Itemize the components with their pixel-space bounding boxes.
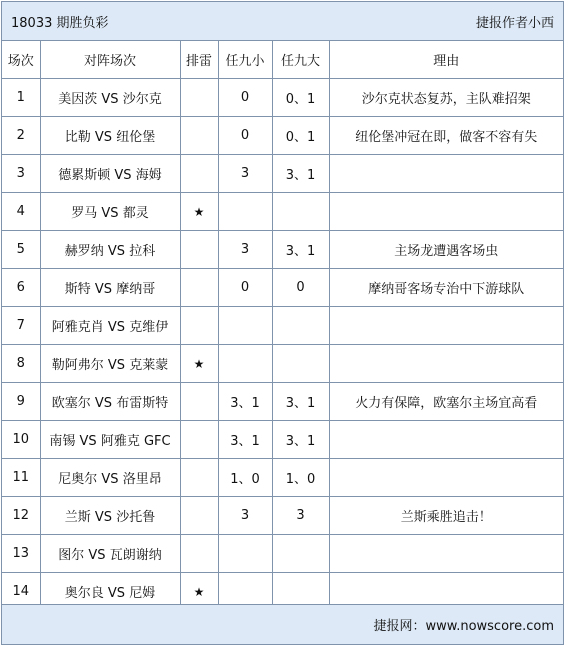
- match-teams: 图尔 VS 瓦朗谢纳: [40, 535, 180, 573]
- mine-marker: [180, 79, 218, 117]
- r9-small-pick: [218, 535, 272, 573]
- match-teams: 兰斯 VS 沙托鲁: [40, 497, 180, 535]
- match-number: 11: [2, 459, 40, 497]
- reason-text: [329, 459, 563, 497]
- mine-marker: [180, 421, 218, 459]
- table-row: [2, 535, 563, 573]
- reason-text: [329, 307, 563, 345]
- r9-small-pick: 0: [218, 269, 272, 307]
- mine-marker: ★: [180, 193, 218, 231]
- mine-marker: [180, 307, 218, 345]
- match-teams: 阿雅克肖 VS 克维伊: [40, 307, 180, 345]
- r9-small-pick: 0: [218, 117, 272, 155]
- table-row: [2, 307, 563, 345]
- r9-large-pick: [272, 345, 329, 383]
- r9-large-pick: 0: [272, 269, 329, 307]
- source-label: 捷报网：www.nowscore.com: [373, 619, 554, 634]
- reason-text: [329, 193, 563, 231]
- table-row: [2, 79, 563, 117]
- match-teams: 勒阿弗尔 VS 克莱蒙: [40, 345, 180, 383]
- r9-small-pick: [218, 345, 272, 383]
- table-row: [2, 383, 563, 421]
- mine-marker: [180, 269, 218, 307]
- match-teams: 尼奥尔 VS 洛里昂: [40, 459, 180, 497]
- prediction-table: [2, 41, 563, 611]
- mine-marker: [180, 155, 218, 193]
- mine-marker: ★: [180, 345, 218, 383]
- match-teams: 德累斯顿 VS 海姆: [40, 155, 180, 193]
- match-number: 8: [2, 345, 40, 383]
- reason-text: 主场龙遭遇客场虫: [329, 231, 563, 269]
- r9-large-pick: 1、0: [272, 459, 329, 497]
- r9-large-pick: 0、1: [272, 79, 329, 117]
- table-row: [2, 155, 563, 193]
- r9-small-pick: 3: [218, 155, 272, 193]
- r9-small-pick: 3: [218, 497, 272, 535]
- col-header-mine: 排雷: [180, 41, 218, 79]
- r9-small-pick: 0: [218, 79, 272, 117]
- reason-text: 摩纳哥客场专治中下游球队: [329, 269, 563, 307]
- author-label: 捷报作者小西: [475, 15, 554, 31]
- match-teams: 美因茨 VS 沙尔克: [40, 79, 180, 117]
- r9-small-pick: [218, 193, 272, 231]
- match-number: 3: [2, 155, 40, 193]
- match-number: 9: [2, 383, 40, 421]
- match-number: 13: [2, 535, 40, 573]
- table-row: [2, 193, 563, 231]
- match-number: 7: [2, 307, 40, 345]
- table-row: [2, 117, 563, 155]
- r9-small-pick: [218, 307, 272, 345]
- mine-marker: [180, 117, 218, 155]
- reason-text: 兰斯乘胜追击！: [329, 497, 563, 535]
- match-teams: 欧塞尔 VS 布雷斯特: [40, 383, 180, 421]
- mine-marker: [180, 383, 218, 421]
- r9-large-pick: 0、1: [272, 117, 329, 155]
- reason-text: [329, 535, 563, 573]
- table-row: [2, 345, 563, 383]
- r9-small-pick: 1、0: [218, 459, 272, 497]
- match-teams: 赫罗纳 VS 拉科: [40, 231, 180, 269]
- table-row: [2, 459, 563, 497]
- mine-marker: [180, 231, 218, 269]
- match-number: 2: [2, 117, 40, 155]
- reason-text: [329, 155, 563, 193]
- r9-large-pick: 3、1: [272, 231, 329, 269]
- r9-small-pick: 3、1: [218, 383, 272, 421]
- r9-large-pick: [272, 535, 329, 573]
- mine-marker: ★: [180, 573, 218, 611]
- r9-large-pick: [272, 193, 329, 231]
- r9-large-pick: [272, 307, 329, 345]
- match-teams: 比勒 VS 纽伦堡: [40, 117, 180, 155]
- match-teams: 南锡 VS 阿雅克 GFC: [40, 421, 180, 459]
- match-number: 5: [2, 231, 40, 269]
- reason-text: [329, 345, 563, 383]
- match-number: 14: [2, 573, 40, 611]
- match-number: 4: [2, 193, 40, 231]
- reason-text: 纽伦堡冲冠在即，做客不容有失: [329, 117, 563, 155]
- col-header-no: 场次: [2, 41, 40, 79]
- r9-large-pick: 3、1: [272, 383, 329, 421]
- match-number: 1: [2, 79, 40, 117]
- col-header-r9-large: 任九大: [272, 41, 329, 79]
- prediction-sheet: [1, 1, 564, 645]
- match-number: 10: [2, 421, 40, 459]
- mine-marker: [180, 497, 218, 535]
- table-header-row: [2, 41, 563, 79]
- r9-large-pick: 3、1: [272, 421, 329, 459]
- col-header-reason: 理由: [329, 41, 563, 79]
- footer-bar: [2, 604, 563, 644]
- match-teams: 奥尔良 VS 尼姆: [40, 573, 180, 611]
- reason-text: [329, 421, 563, 459]
- match-number: 12: [2, 497, 40, 535]
- r9-small-pick: 3、1: [218, 421, 272, 459]
- r9-small-pick: 3: [218, 231, 272, 269]
- col-header-match: 对阵场次: [40, 41, 180, 79]
- col-header-r9-small: 任九小: [218, 41, 272, 79]
- mine-marker: [180, 535, 218, 573]
- mine-marker: [180, 459, 218, 497]
- header-bar: [2, 2, 563, 41]
- r9-large-pick: 3: [272, 497, 329, 535]
- table-row: [2, 421, 563, 459]
- table-row: [2, 497, 563, 535]
- reason-text: 火力有保障，欧塞尔主场宜高看: [329, 383, 563, 421]
- sheet-title: 18033 期胜负彩: [11, 15, 109, 31]
- match-teams: 罗马 VS 都灵: [40, 193, 180, 231]
- reason-text: 沙尔克状态复苏，主队难招架: [329, 79, 563, 117]
- table-row: [2, 231, 563, 269]
- match-teams: 斯特 VS 摩纳哥: [40, 269, 180, 307]
- r9-large-pick: 3、1: [272, 155, 329, 193]
- match-number: 6: [2, 269, 40, 307]
- table-row: [2, 269, 563, 307]
